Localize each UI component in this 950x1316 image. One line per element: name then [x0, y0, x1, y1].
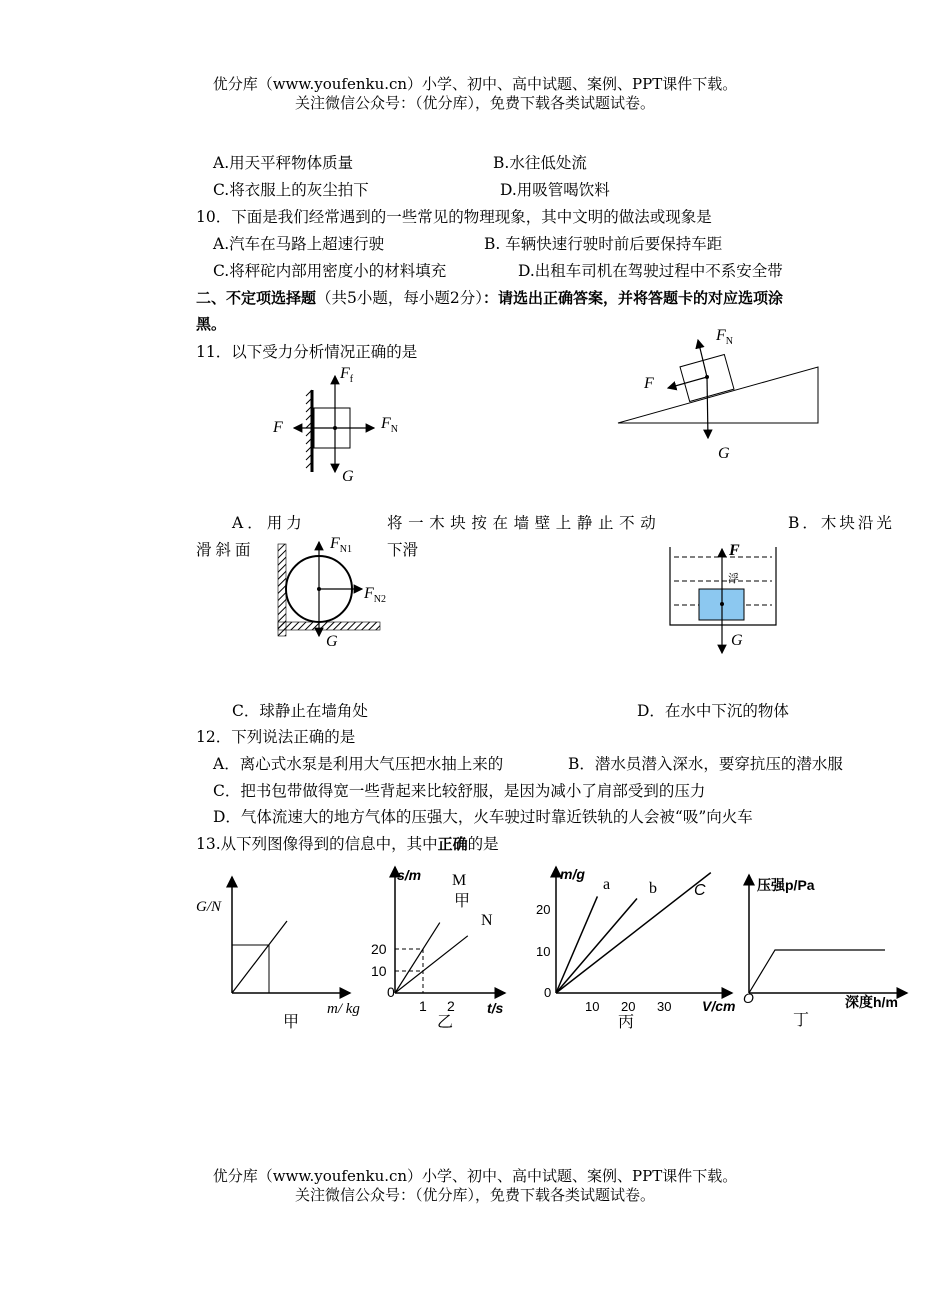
- q10-option-b: B. 车辆快速行驶时前后要保持车距: [484, 235, 723, 253]
- section2-note: （共5小题，每小题2分）: [316, 289, 483, 307]
- q13-stem-bold: 正确: [437, 835, 468, 853]
- y-tick-20: 20: [371, 941, 387, 957]
- q11-figure-a: [260, 360, 420, 490]
- q13-stem-pre: 13.从下列图像得到的信息中，其中: [196, 835, 438, 853]
- section2-instruction-2: 黑。: [196, 315, 227, 333]
- q13-stem: [196, 832, 499, 854]
- q11-figure-c: [270, 530, 400, 655]
- chart-title: 丙: [618, 1014, 635, 1031]
- section2-heading: [196, 286, 783, 308]
- chart-title: 甲: [283, 1014, 300, 1031]
- x-tick-20: 20: [621, 999, 636, 1014]
- floor: [278, 622, 380, 630]
- chart-yi: [365, 855, 535, 1040]
- footer-line-2: 关注微信公众号：（优分库），免费下载各类试题试卷。: [294, 1186, 655, 1204]
- label-N: N: [481, 912, 493, 929]
- q9-option-b: B.水往低处流: [493, 154, 587, 172]
- q11-caption-d: D．在水中下沉的物体: [637, 702, 789, 720]
- q11-figure-b: [610, 320, 830, 470]
- x-label: V/cm: [702, 998, 736, 1014]
- y-tick-10: 10: [371, 963, 387, 979]
- series-a: [556, 896, 597, 993]
- q9-option-a: A.用天平秤物体质量: [213, 154, 354, 172]
- q12-stem: 12．下列说法正确的是: [196, 728, 356, 746]
- label-g: G: [718, 445, 730, 462]
- chart-ding: [735, 865, 915, 1040]
- label-a: a: [603, 876, 611, 893]
- q12-option-a: A．离心式水泵是利用大气压把水抽上来的: [213, 755, 504, 773]
- header-line-2: 关注微信公众号：（优分库），免费下载各类试题试卷。: [294, 94, 655, 112]
- label-fn1: $F_{N1}$: [330, 535, 353, 555]
- q13-stem-post: 的是: [467, 835, 499, 853]
- chart-bing: [530, 855, 745, 1040]
- q11-caption-a: A．用力: [232, 514, 306, 532]
- label-b: b: [649, 880, 657, 897]
- y-tick-10: 10: [536, 944, 551, 959]
- label-f: F: [644, 375, 654, 392]
- label-ff: $F_f$: [340, 365, 354, 385]
- x-tick-2: 2: [447, 998, 455, 1014]
- q10-stem: 10．下面是我们经常遇到的一些常见的物理现象，其中文明的做法或现象是: [196, 208, 712, 226]
- q9-option-c: C.将衣服上的灰尘拍下: [213, 181, 369, 199]
- q11-stem: 11．以下受力分析情况正确的是: [196, 343, 418, 361]
- x-label: t/s: [487, 1000, 504, 1016]
- series-c: [556, 873, 711, 993]
- series-line: [749, 950, 885, 993]
- series-b: [556, 899, 637, 994]
- label-fn2: $F_{N2}$: [364, 585, 387, 605]
- q12-option-d: D．气体流速大的地方气体的压强大，火车驶过时靠近铁轨的人会被“吸”向火车: [213, 808, 753, 826]
- section2-title: 二、不定项选择题: [196, 289, 317, 307]
- label-g: G: [731, 632, 743, 649]
- q10-option-a: A.汽车在马路上超速行驶: [213, 235, 385, 253]
- q9-option-d: D.用吸管喝饮料: [500, 181, 610, 199]
- label-f: F: [273, 419, 283, 436]
- label-jia: 甲: [454, 893, 471, 910]
- label-c: C: [694, 882, 706, 899]
- chart-title: 乙: [437, 1014, 454, 1031]
- x-label: m/ kg: [327, 1001, 360, 1017]
- x-tick-30: 30: [657, 999, 672, 1014]
- q11-caption-a-2: 将一木块按在墙壁上静止不动: [387, 514, 662, 532]
- chart-jia: [190, 865, 380, 1035]
- x-tick-10: 10: [585, 999, 600, 1014]
- series-N: [395, 936, 468, 993]
- label-g: G: [326, 633, 338, 650]
- q11-caption-b-2: 滑斜面: [196, 541, 255, 559]
- y-label: m/g: [560, 866, 585, 882]
- q12-option-c: C．把书包带做得宽一些背起来比较舒服，是因为减小了肩部受到的压力: [213, 782, 706, 800]
- header-line-1: 优分库（www.youfenku.cn）小学、初中、高中试题、案例、PPT课件下载。: [212, 75, 738, 93]
- q11-caption-b-3: 下滑: [387, 541, 419, 559]
- q10-option-c: C.将秤砣内部用密度小的材料填充: [213, 262, 447, 280]
- y-tick-20: 20: [536, 902, 551, 917]
- q11-caption-c: C．球静止在墙角处: [232, 702, 368, 720]
- y-label: s/m: [397, 867, 422, 883]
- x-tick-0: 0: [544, 985, 552, 1000]
- x-tick-0: 0: [387, 984, 395, 1000]
- y-label: G/N: [196, 899, 222, 915]
- label-f: F: [729, 542, 740, 559]
- series-line: [232, 921, 287, 993]
- footer-line-1: 优分库（www.youfenku.cn）小学、初中、高中试题、案例、PPT课件下载。: [212, 1167, 738, 1185]
- x-tick-1: 1: [419, 998, 427, 1014]
- q10-option-d: D.出租车司机在驾驶过程中不系安全带: [518, 262, 783, 280]
- series-M: [395, 923, 440, 993]
- label-fn: $F_N$: [716, 327, 734, 347]
- section2-instruction: ：请选出正确答案，并将答题卡的对应选项涂: [483, 289, 784, 307]
- origin-label: O: [743, 990, 754, 1006]
- label-f-sub: 浮: [728, 573, 739, 585]
- y-label: 压强p/Pa: [757, 877, 815, 893]
- label-fn: $F_N$: [381, 415, 399, 435]
- label-g: G: [342, 468, 354, 485]
- q11-figure-d: [660, 535, 790, 655]
- x-label: 深度h/m: [845, 994, 898, 1010]
- chart-title: 丁: [793, 1012, 810, 1029]
- label-M: M: [452, 872, 467, 889]
- q12-option-b: B．潜水员潜入深水，要穿抗压的潜水服: [568, 755, 843, 773]
- q11-caption-b: B．木块沿光: [788, 514, 895, 532]
